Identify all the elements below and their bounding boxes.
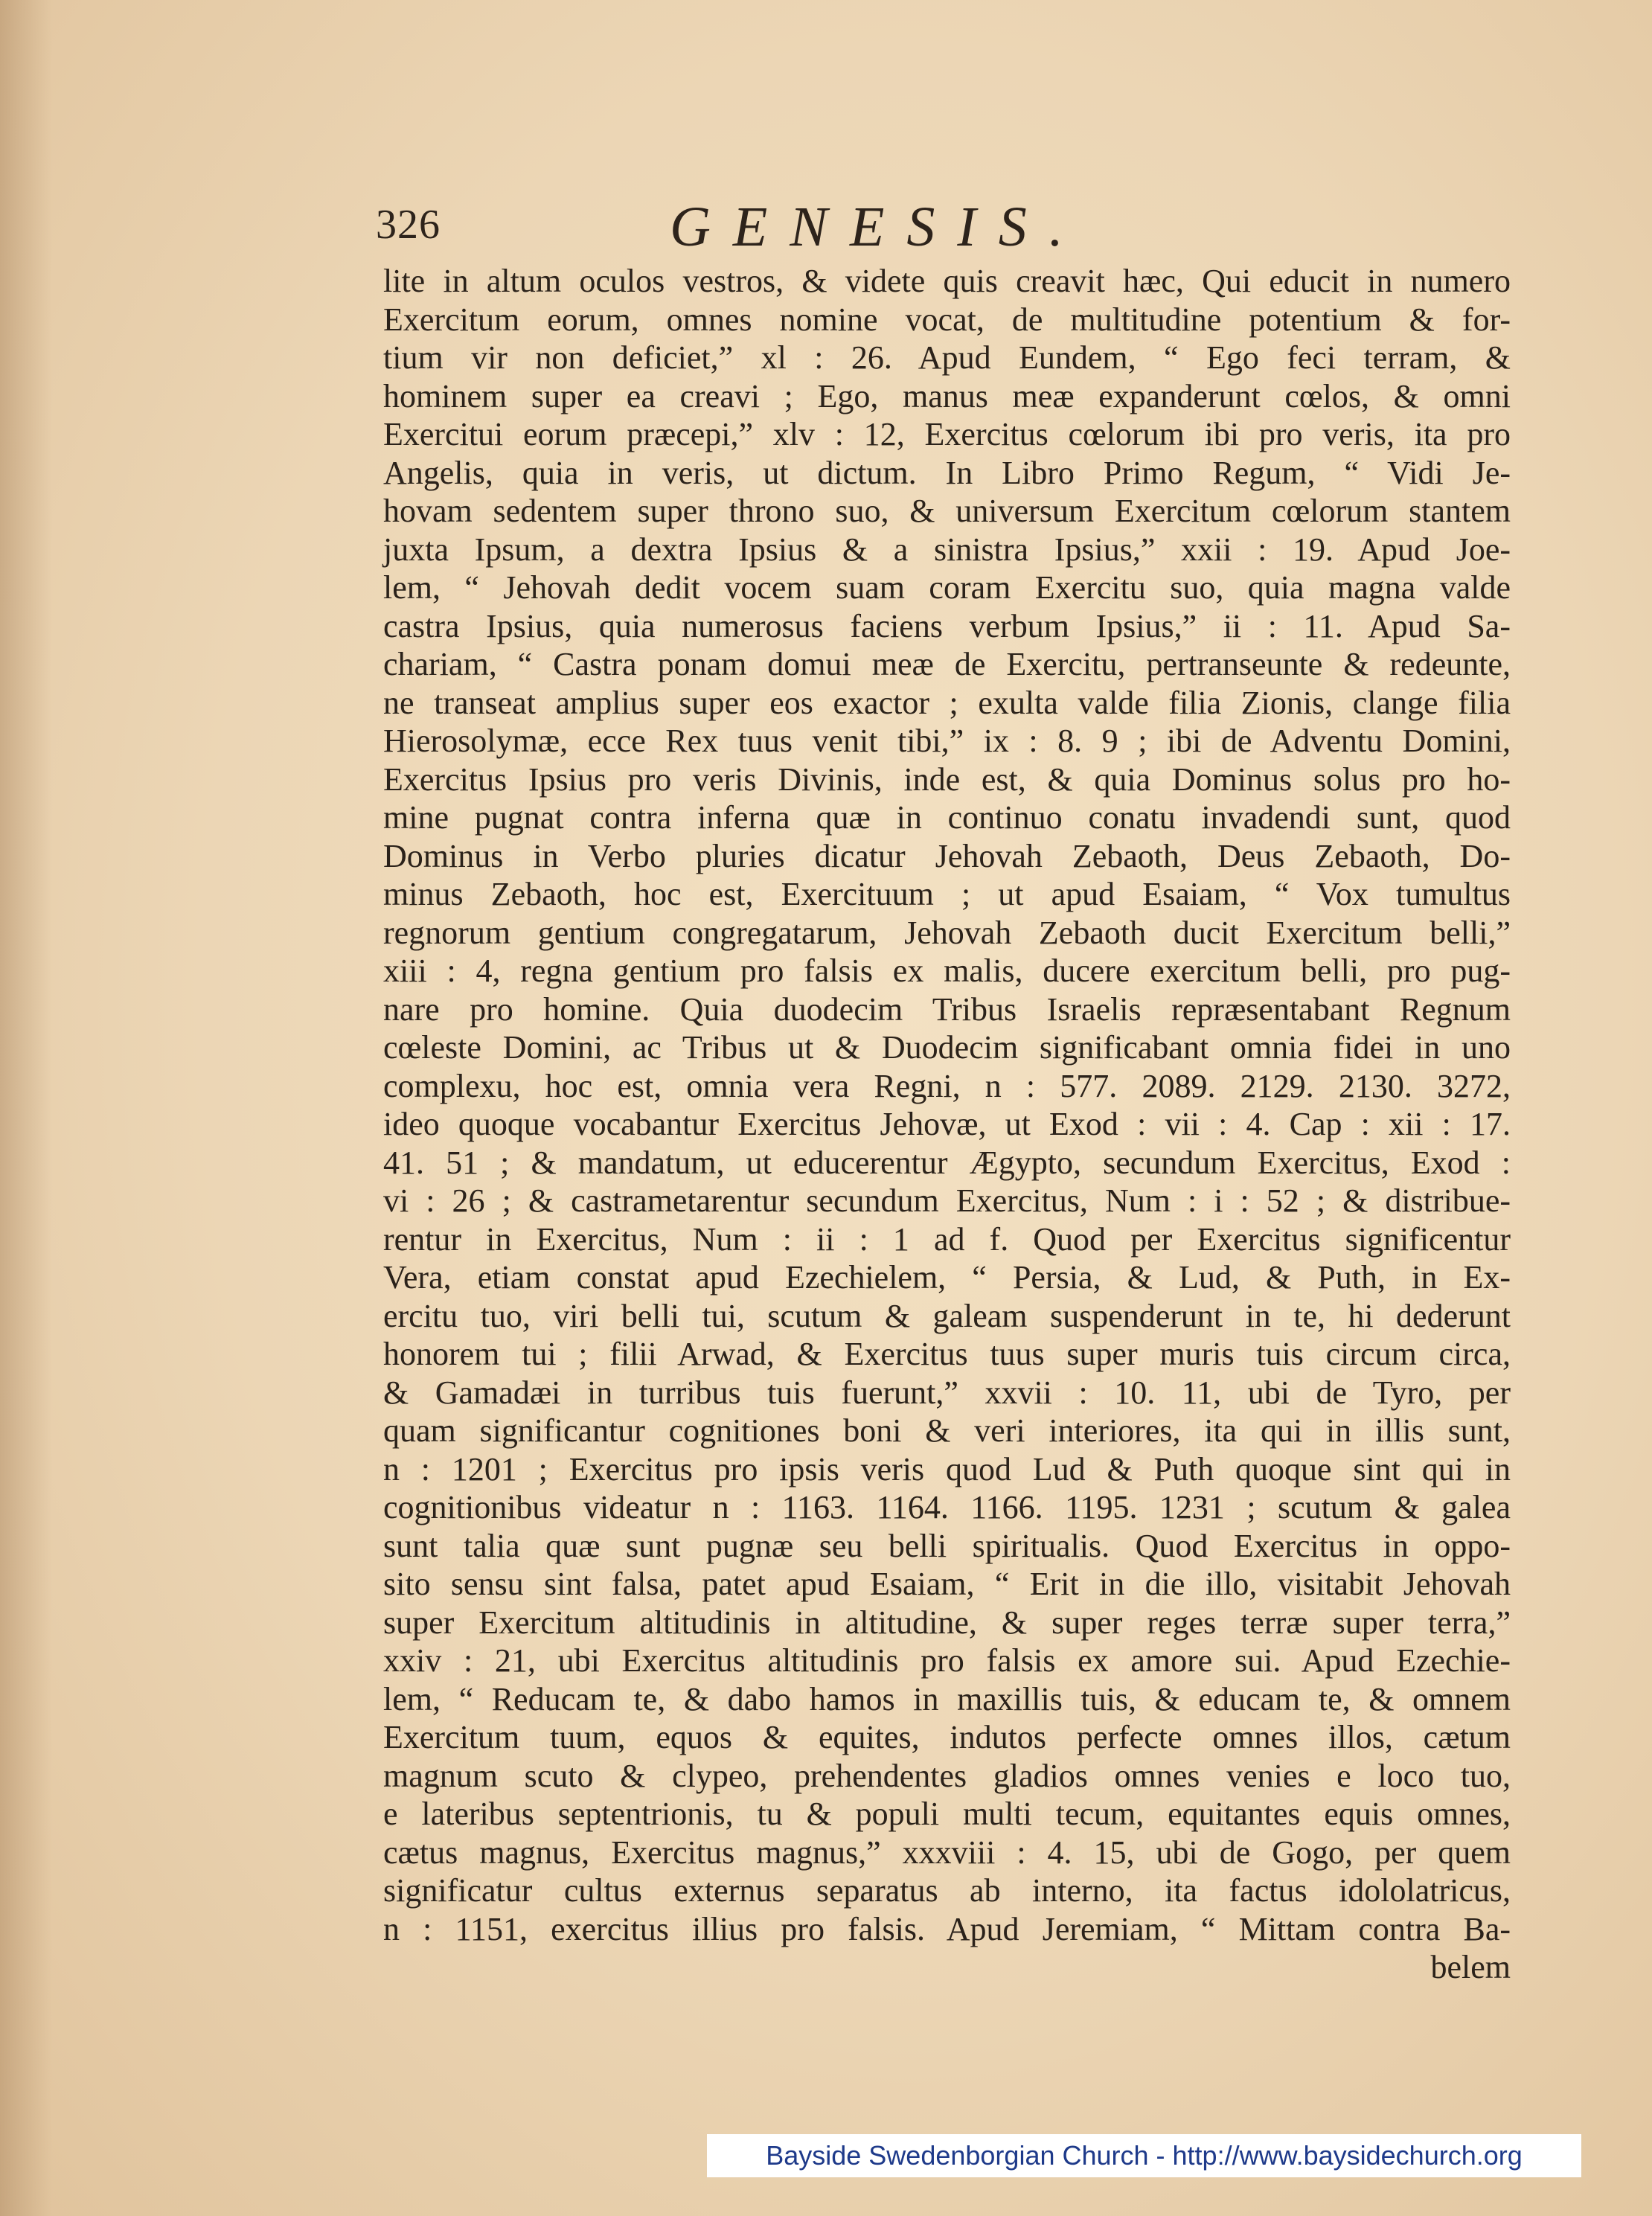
text-line: nare pro homine. Quia duodecim Tribus Israelis repræsentabant Regnum — [383, 990, 1511, 1028]
text-line: lem, “ Reducam te, & dabo hamos in maxillis tuis, & educam te, & omnem — [383, 1680, 1511, 1717]
text-line: super Exercitum altitudinis in altitudine, & super reges terræ super terra,” — [383, 1604, 1511, 1641]
text-line: ercitu tuo, viri belli tui, scutum & galeam suspenderunt in te, hi dederunt — [383, 1297, 1511, 1334]
text-line: Dominus in Verbo pluries dicatur Jehovah Zebaoth, Deus Zebaoth, Do- — [383, 837, 1511, 874]
text-line: lite in altum oculos vestros, & videte quis creavit hæc, Qui educit in numero — [383, 263, 1511, 299]
text-line: tium vir non deficiet,” xl : 26. Apud Eundem, “ Ego feci terram, & — [383, 339, 1511, 376]
text-line: Vera, etiam constat apud Ezechielem, “ Persia, & Lud, & Puth, in Ex- — [383, 1259, 1511, 1296]
text-line: minus Zebaoth, hoc est, Exercituum ; ut apud Esaiam, “ Vox tumultus — [383, 876, 1511, 912]
text-line: sito sensu sint falsa, patet apud Esaiam, “ Erit in die illo, visitabit Jehovah — [383, 1566, 1511, 1602]
body-text — [383, 262, 1511, 1987]
text-line: Exercitus Ipsius pro veris Divinis, inde est, & quia Dominus solus pro ho- — [383, 760, 1511, 798]
text-line: chariam, “ Castra ponam domui meæ de Exercitu, pertranseunte & redeunte, — [383, 646, 1511, 682]
page-number: 326 — [376, 202, 441, 248]
text-line: xiii : 4, regna gentium pro falsis ex malis, ducere exercitum belli, pro pug- — [383, 952, 1511, 989]
text-line: cognitionibus videatur n : 1163. 1164. 1166. 1195. 1231 ; scutum & galea — [383, 1489, 1511, 1525]
text-line: e lateribus septentrionis, tu & populi multi tecum, equitantes equis omnes, — [383, 1796, 1511, 1832]
text-line: cœleste Domini, ac Tribus ut & Duodecim significabant omnia fidei in uno — [383, 1029, 1511, 1066]
text-line: Angelis, quia in veris, ut dictum. In Libro Primo Regum, “ Vidi Je- — [383, 454, 1511, 491]
text-line: belem — [1430, 1949, 1511, 1985]
text-line: ne transeat amplius super eos exactor ; exulta valde filia Zionis, clange filia — [383, 684, 1511, 721]
text-line: Hierosolymæ, ecce Rex tuus venit tibi,” ix : 8. 9 ; ibi de Adventu Domini, — [383, 723, 1511, 759]
text-line: Exercitui eorum præcepi,” xlv : 12, Exercitus cœlorum ibi pro veris, ita pro — [383, 416, 1511, 452]
text-line: n : 1151, exercitus illius pro falsis. Apud Jeremiam, “ Mittam contra Ba- — [383, 1910, 1511, 1947]
running-head-title: GENESIS. — [670, 196, 1086, 258]
page-header — [376, 195, 1522, 262]
text-line: juxta Ipsum, a dextra Ipsius & a sinistra Ipsius,” xxii : 19. Apud Joe- — [383, 531, 1511, 568]
text-line: sunt talia quæ sunt pugnæ seu belli spiritualis. Quod Exercitus in oppo- — [383, 1527, 1511, 1564]
text-line: xxiv : 21, ubi Exercitus altitudinis pro falsis ex amore sui. Apud Ezechie- — [383, 1642, 1511, 1679]
text-line: significatur cultus externus separatus ab interno, ita factus idololatricus, — [383, 1872, 1511, 1909]
text-line: vi : 26 ; & castrametarentur secundum Exercitus, Num : i : 52 ; & distribue- — [383, 1182, 1511, 1219]
text-line: Exercitum eorum, omnes nomine vocat, de multitudine potentium & for- — [383, 301, 1511, 338]
text-line: hovam sedentem super throno suo, & universum Exercitum cœlorum stantem — [383, 493, 1511, 529]
text-line: complexu, hoc est, omnia vera Regni, n : 577. 2089. 2129. 2130. 3272, — [383, 1067, 1511, 1104]
text-line: regnorum gentium congregatarum, Jehovah Zebaoth ducit Exercitum belli,” — [383, 914, 1511, 951]
text-line: cætus magnus, Exercitus magnus,” xxxviii : 4. 15, ubi de Gogo, per quem — [383, 1834, 1511, 1871]
text-line: n : 1201 ; Exercitus pro ipsis veris quod Lud & Puth quoque sint qui in — [383, 1450, 1511, 1488]
text-line: 41. 51 ; & mandatum, ut educerentur Ægypto, secundum Exercitus, Exod : — [383, 1144, 1511, 1181]
text-line: mine pugnat contra inferna quæ in continuo conatu invadendi sunt, quod — [383, 799, 1511, 836]
text-line: ideo quoque vocabantur Exercitus Jehovæ, ut Exod : vii : 4. Cap : xii : 17. — [383, 1106, 1511, 1142]
source-watermark-banner: Bayside Swedenborgian Church - http://www.baysidechurch.org — [707, 2134, 1581, 2177]
text-line: rentur in Exercitus, Num : ii : 1 ad f. Quod per Exercitus significentur — [383, 1220, 1511, 1258]
text-line: magnum scuto & clypeo, prehendentes gladios omnes venies e loco tuo, — [383, 1757, 1511, 1794]
text-line: & Gamadæi in turribus tuis fuerunt,” xxvii : 10. 11, ubi de Tyro, per — [383, 1374, 1511, 1411]
text-line: Exercitum tuum, equos & equites, indutos perfecte omnes illos, cætum — [383, 1719, 1511, 1755]
text-line: quam significantur cognitiones boni & veri interiores, ita qui in illis sunt, — [383, 1412, 1511, 1449]
text-line: hominem super ea creavi ; Ego, manus meæ expanderunt cœlos, & omni — [383, 377, 1511, 414]
text-line: lem, “ Jehovah dedit vocem suam coram Exercitu suo, quia magna valde — [383, 569, 1511, 606]
text-line: castra Ipsius, quia numerosus faciens verbum Ipsius,” ii : 11. Apud Sa- — [383, 607, 1511, 644]
text-line: honorem tui ; filii Arwad, & Exercitus tuus super muris tuis circum circa, — [383, 1336, 1511, 1372]
